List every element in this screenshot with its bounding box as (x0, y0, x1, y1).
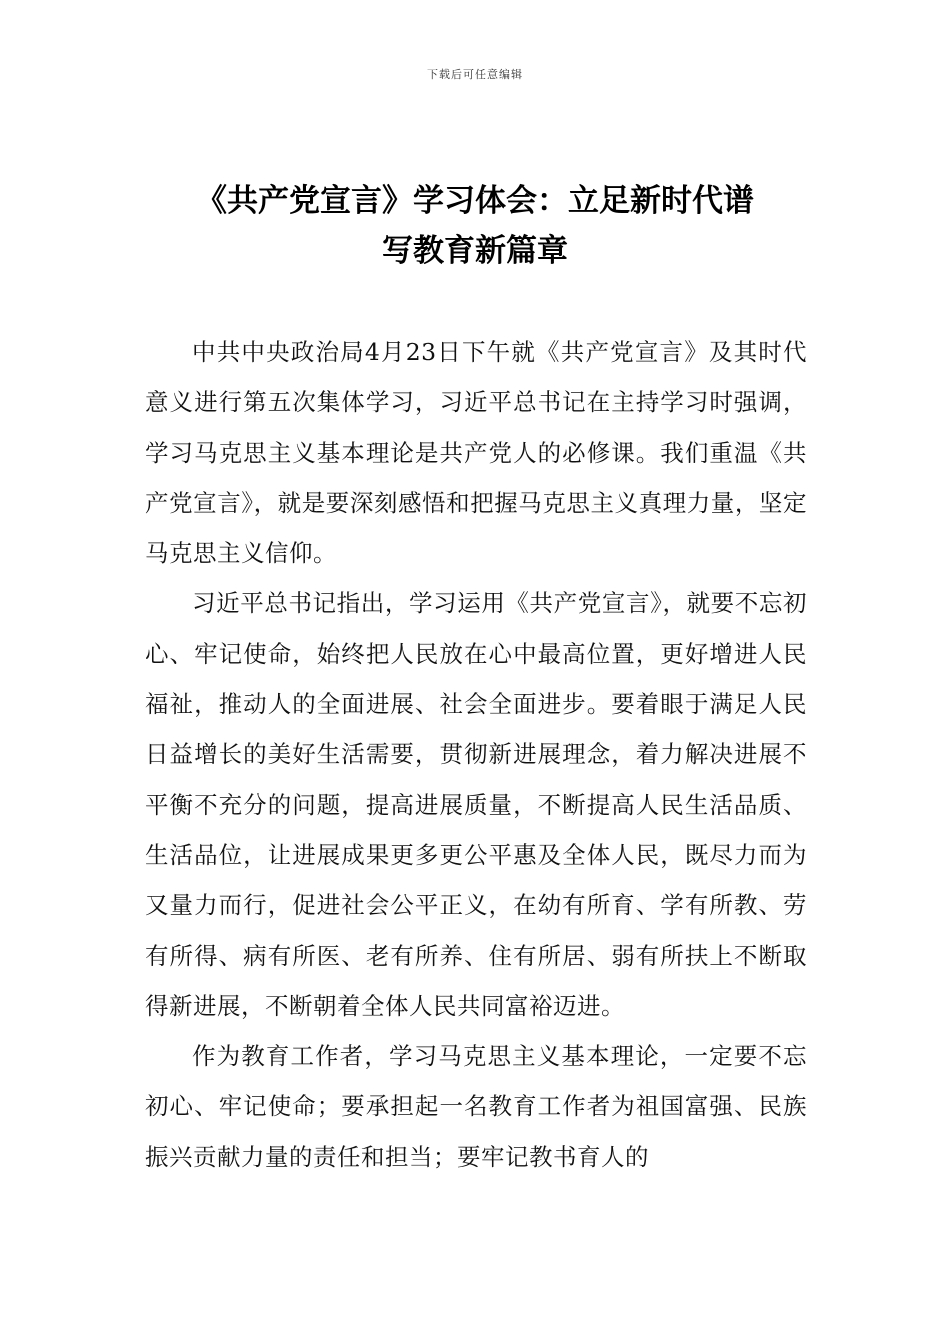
title-line-2: 写教育新篇章 (382, 233, 568, 269)
document-title (140, 176, 810, 276)
document-body (145, 327, 807, 1182)
paragraph-3: 作为教育工作者，学习马克思主义基本理论，一定要不忘初心、牢记使命；要承担起一名教育工作者为祖国富强、民族振兴贡献力量的责任和担当；要牢记教书育人的 (145, 1042, 807, 1171)
paragraph-2: 习近平总书记指出，学习运用《共产党宣言》，就要不忘初心、牢记使命，始终把人民放在心中最高位置，更好增进人民福祉，推动人的全面进展、社会全面进步。要着眼于满足人民日益增长的美好生活需要，贯彻新进展理念，着力解决进展不平衡不充分的问题，提高进展质量，不断提高人民生活品质、生活品位，让进展成果更多更公平惠及全体人民，既尽力而为又量力而行，促进社会公平正义，在幼有所育、学有所教、劳有所得、病有所医、老有所养、住有所居、弱有所扶上不断取得新进展，不断朝着全体人民共同富裕迈进。 (145, 589, 807, 1020)
title-line-1: 《共产党宣言》学习体会：立足新时代谱 (196, 183, 754, 219)
paragraph-1: 中共中央政治局4月23日下午就《共产党宣言》及其时代意义进行第五次集体学习，习近平总书记在主持学习时强调，学习马克思主义基本理论是共产党人的必修课。我们重温《共产党宣言》，就是要深刻感悟和把握马克思主义真理力量，坚定马克思主义信仰。 (145, 338, 807, 568)
header-note: 下载后可任意编辑 (427, 68, 523, 81)
